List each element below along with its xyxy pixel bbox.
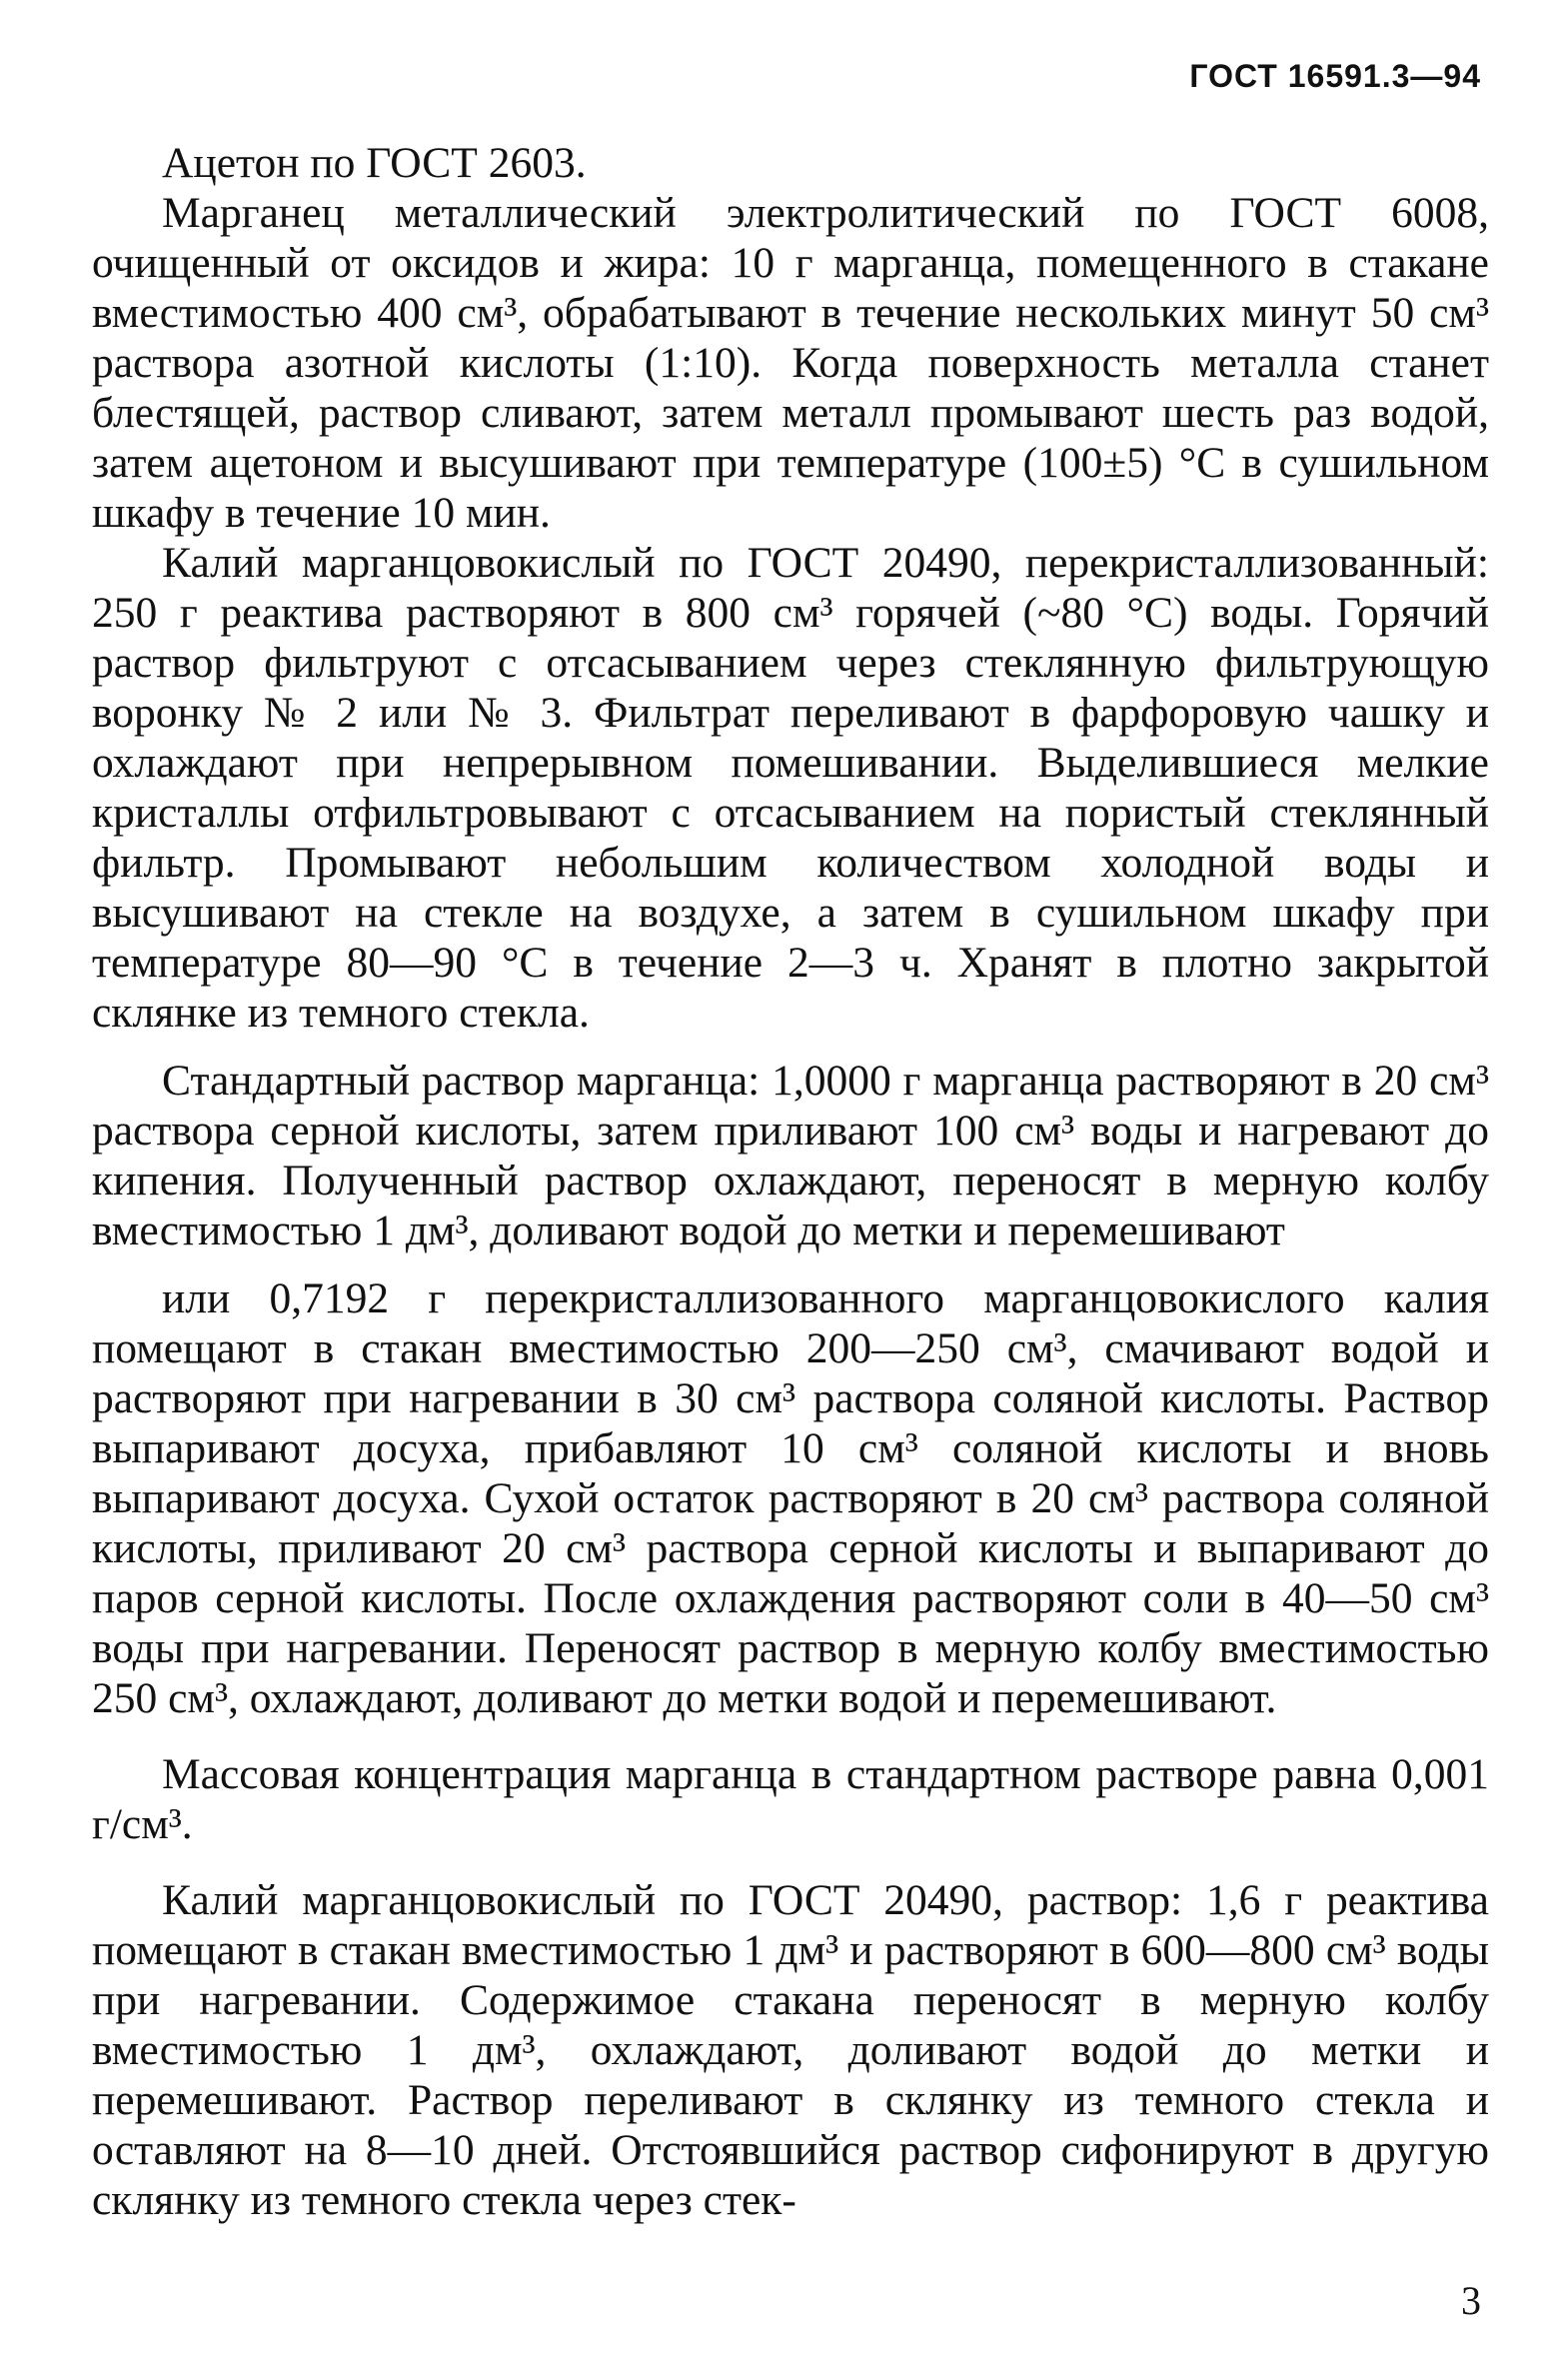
paragraph-standard-solution-alternative: или 0,7192 г перекристаллизованного марганцовокислого калия помещают в стакан вместимостью 200—250 см³, смачивают водой и растворяют при нагревании в 30 см³ раствора соляной кислоты. Раствор выпаривают досуха, прибавляют 10 см³ соляной кислоты и вновь выпаривают досуха. Сухой остаток растворяют в 20 см³ раствора соляной кислоты, приливают 20 см³ раствора серной кислоты и выпаривают до паров серной кислоты. После охлаждения растворяют соли в 40—50 см³ воды при нагревании. Переносят раствор в мерную колбу вместимостью 250 см³, охлаждают, доливают до метки водой и перемешивают.: [92, 1274, 1489, 1722]
paragraph-acetone: Ацетон по ГОСТ 2603.: [162, 139, 587, 187]
paragraph-potassium-permanganate-solution: Калий марганцовокислый по ГОСТ 20490, раствор: 1,6 г реактива помещают в стакан вместимостью 1 дм³ и растворяют в 600—800 см³ воды при нагревании. Содержимое стакана переносят в мерную колбу вместимостью 1 дм³, охлаждают, доливают водой до метки и перемешивают. Раствор переливают в склянку из темного стекла и оставляют на 8—10 дней. Отстоявшийся раствор сифонируют в другую склянку из темного стекла через стек-: [92, 1876, 1489, 2224]
document-body: [92, 138, 1489, 2225]
standard-code-header: ГОСТ 16591.3—94: [1189, 58, 1481, 94]
paragraph-mass-concentration: Массовая концентрация марганца в стандартном растворе равна 0,001 г/см³.: [92, 1750, 1489, 1848]
paragraph-standard-solution: Стандартный раствор марганца: 1,0000 г марганца растворяют в 20 см³ раствора серной кислоты, затем приливают 100 см³ воды и нагревают до кипения. Полученный раствор охлаждают, переносят в мерную колбу вместимостью 1 дм³, доливают водой до метки и перемешивают: [92, 1057, 1489, 1254]
paragraph-potassium-permanganate-recrystallized: Калий марганцовокислый по ГОСТ 20490, перекристаллизованный: 250 г реактива растворяют в 800 см³ горячей (~80 °С) воды. Горячий раствор фильтруют с отсасыванием через стеклянную фильтрующую воронку № 2 или № 3. Фильтрат переливают в фарфоровую чашку и охлаждают при непрерывном помешивании. Выделившиеся мелкие кристаллы отфильтровывают с отсасыванием на пористый стеклянный фильтр. Промывают небольшим количеством холодной воды и высушивают на стекле на воздухе, а затем в сушильном шкафу при температуре 80—90 °С в течение 2—3 ч. Хранят в плотно закрытой склянке из темного стекла.: [92, 539, 1489, 1037]
page-number: 3: [1461, 2278, 1481, 2323]
paragraph-manganese-metal: Марганец металлический электролитический по ГОСТ 6008, очищенный от оксидов и жира: 10 г марганца, помещенного в стакане вместимостью 400 см³, обрабатывают в течение нескольких минут 50 см³ раствора азотной кислоты (1:10). Когда поверхность металла станет блестящей, раствор сливают, затем металл промывают шесть раз водой, затем ацетоном и высушивают при температуре (100±5) °С в сушильном шкафу в течение 10 мин.: [92, 189, 1489, 537]
